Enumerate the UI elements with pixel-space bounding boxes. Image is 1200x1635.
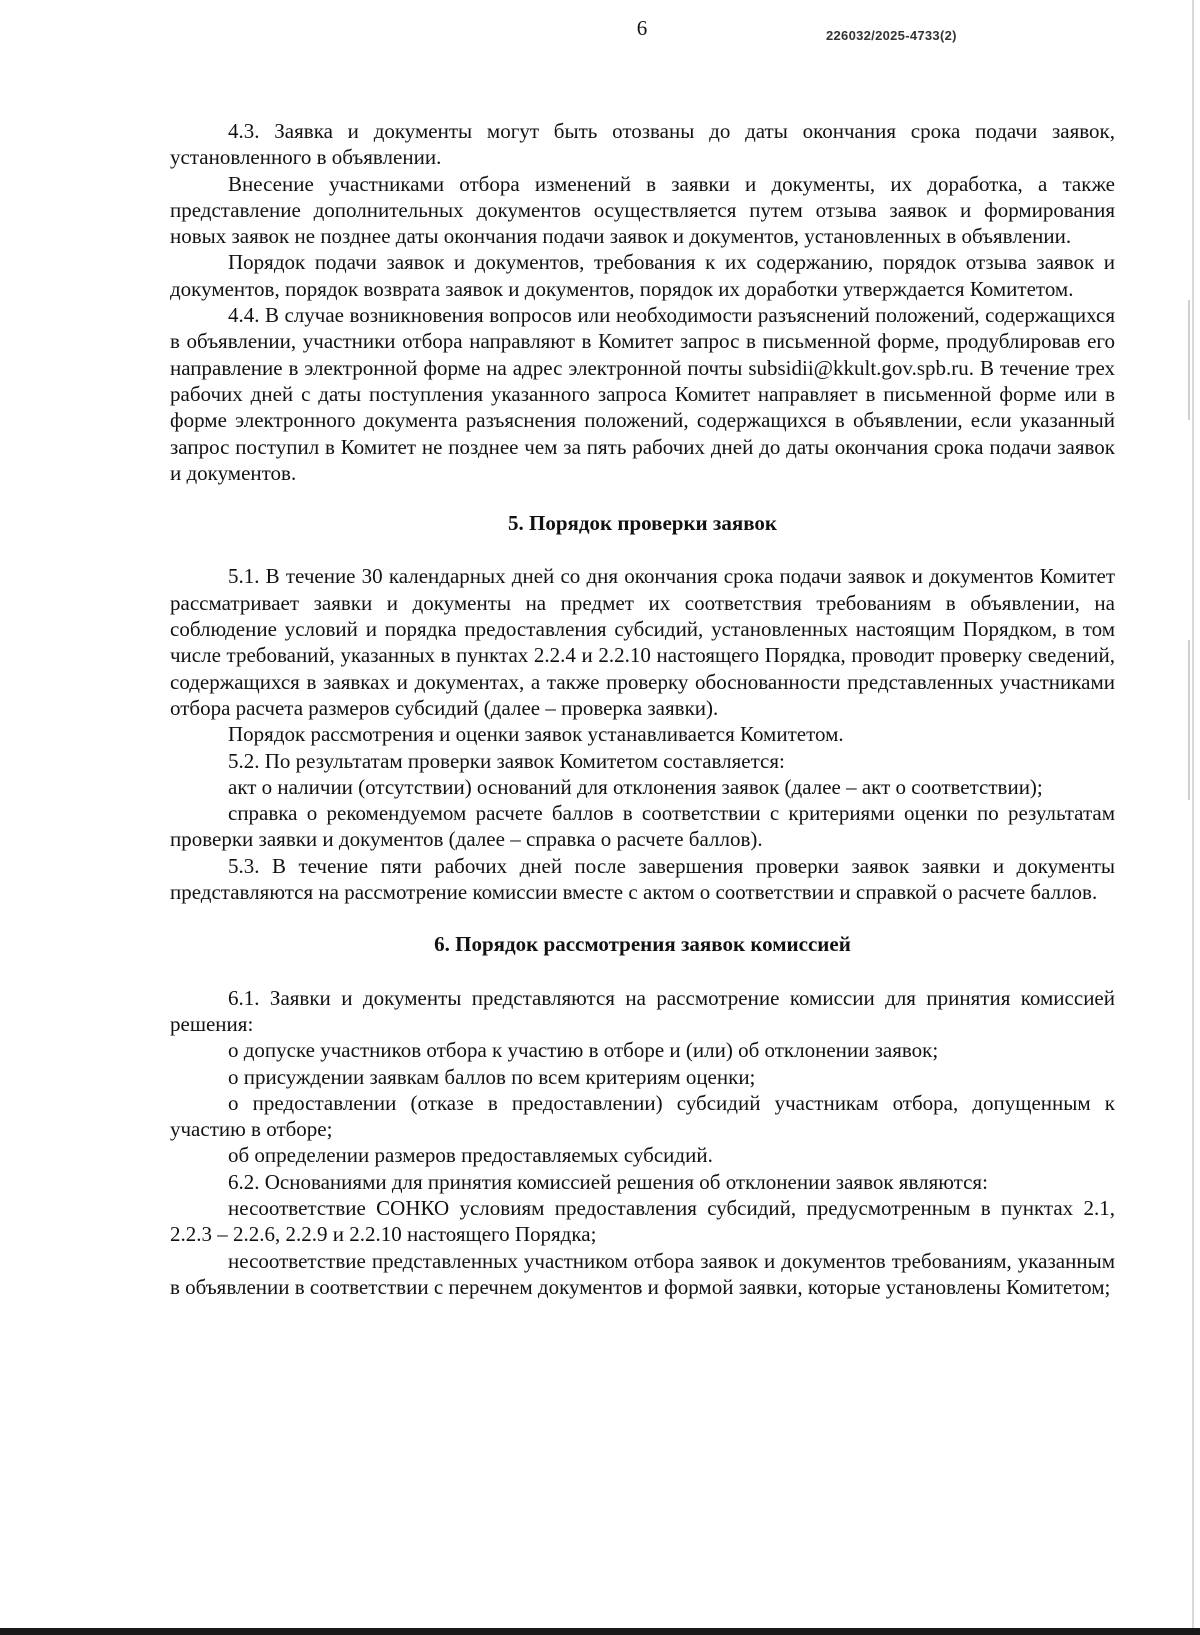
paragraph-4-3: 4.3. Заявка и документы могут быть отозваны до даты окончания срока подачи заявок, установленного в объявлении.: [170, 119, 1115, 170]
scan-edge-mark: [1188, 640, 1190, 800]
paragraph-4-3-procedure: Порядок подачи заявок и документов, требования к их содержанию, порядок отзыва заявок и документов, порядок возврата заявок и документов, порядок их доработки утверждается Комитетом.: [170, 250, 1115, 301]
paragraph-6-2-conditions: несоответствие СОНКО условиям предоставления субсидий, предусмотренным в пунктах 2.1, 2.2.3 – 2.2.6, 2.2.9 и 2.2.10 настоящего Порядка;: [170, 1195, 1115, 1247]
paragraph-6-1-amounts: об определении размеров предоставляемых субсидий.: [228, 1143, 713, 1168]
document-body: [170, 118, 1115, 1300]
page-number: 6: [636, 16, 648, 40]
scan-edge-mark: [1188, 300, 1190, 420]
paragraph-5-2-reference: справка о рекомендуемом расчете баллов в соответствии с критериями оценки по результатам проверки заявки и документов (далее – справка о расчете баллов).: [170, 801, 1115, 852]
paragraph-6-2: 6.2. Основаниями для принятия комиссией решения об отклонении заявок являются:: [228, 1169, 988, 1194]
paragraph-5-1-order: Порядок рассмотрения и оценки заявок устанавливается Комитетом.: [228, 722, 844, 747]
paragraph-6-1-admission: о допуске участников отбора к участию в отборе и (или) об отклонении заявок;: [228, 1038, 939, 1063]
paragraph-4-3-changes: Внесение участниками отбора изменений в заявки и документы, их доработка, а также представление дополнительных документов осуществляется путем отзыва заявок и формирования новых заявок не позднее даты окончания подачи заявок и документов, установленных в объявлении.: [170, 171, 1115, 249]
document-registration-number: 226032/2025-4733(2): [826, 28, 957, 43]
paragraph-5-2-act: акт о наличии (отсутствии) оснований для отклонения заявок (далее – акт о соответствии);: [228, 774, 1043, 799]
scan-bottom-edge: [0, 1628, 1200, 1635]
section-6-heading: 6. Порядок рассмотрения заявок комиссией: [434, 932, 851, 957]
paragraph-6-1-scoring: о присуждении заявкам баллов по всем критериям оценки;: [228, 1064, 756, 1089]
paragraph-6-2-documents: несоответствие представленных участником отбора заявок и документов требованиям, указанным в объявлении в соответствии с перечнем документов и формой заявки, которые установлены Комитетом;: [170, 1248, 1115, 1299]
paragraph-5-2: 5.2. По результатам проверки заявок Комитетом составляется:: [228, 748, 785, 773]
scan-right-edge: [1192, 0, 1194, 1635]
section-5-heading: 5. Порядок проверки заявок: [508, 511, 777, 536]
paragraph-4-4: 4.4. В случае возникновения вопросов или необходимости разъяснений положений, содержащихся в объявлении, участники отбора направляют в Комитет запрос в письменной форме, продублировав его направление в электронной форме на адрес электронной почты subsidii@kkult.gov.spb.ru. В течение трех рабочих дней с даты поступления указанного запроса Комитет направляет в письменной форме или в форме электронного документа разъяснения положений, содержащихся в объявлении, если указанный запрос поступил в Комитет не позднее чем за пять рабочих дней до даты окончания срока подачи заявок и документов.: [170, 303, 1115, 485]
paragraph-5-3: 5.3. В течение пяти рабочих дней после завершения проверки заявок заявки и документы представляются на рассмотрение комиссии вместе с актом о соответствии и справкой о расчете баллов.: [170, 853, 1115, 905]
paragraph-6-1-granting: о предоставлении (отказе в предоставлении) субсидий участникам отбора, допущенным к участию в отборе;: [170, 1090, 1115, 1142]
paragraph-5-1: 5.1. В течение 30 календарных дней со дня окончания срока подачи заявок и документов Комитет рассматривает заявки и документы на предмет их соответствия требованиям в объявлении, на соблюдение условий и порядка предоставления субсидий, установленных настоящим Порядком, в том числе требований, указанных в пунктах 2.2.4 и 2.2.10 настоящего Порядка, проводит проверку сведений, содержащихся в заявках и документах, а также проверку обоснованности представленных участниками отбора расчета размеров субсидий (далее – проверка заявки).: [170, 564, 1115, 720]
paragraph-6-1: 6.1. Заявки и документы представляются на рассмотрение комиссии для принятия комиссией решения:: [170, 985, 1115, 1036]
